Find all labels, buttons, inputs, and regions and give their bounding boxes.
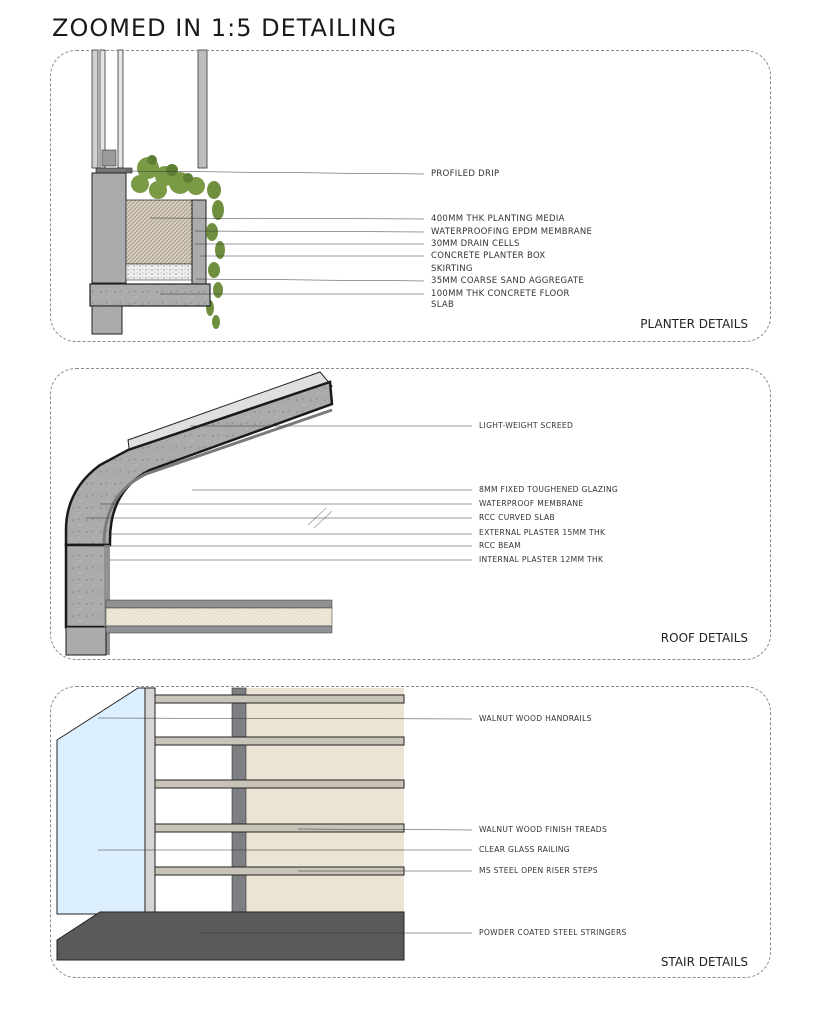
roof-label: LIGHT-WEIGHT SCREED	[479, 421, 574, 430]
stair-label: WALNUT WOOD HANDRAILS	[479, 714, 592, 723]
roof-panel-title: ROOF DETAILS	[660, 631, 748, 645]
planter-label: SLAB	[431, 300, 455, 310]
roof-label: RCC CURVED SLAB	[479, 513, 556, 522]
stair-panel	[50, 686, 771, 978]
stair-panel-title: STAIR DETAILS	[660, 955, 748, 969]
roof-label: INTERNAL PLASTER 12MM THK	[479, 555, 604, 564]
planter-label: 400MM THK PLANTING MEDIA	[431, 214, 565, 224]
roof-label: 8MM FIXED TOUGHENED GLAZING	[479, 485, 619, 494]
roof-panel	[50, 368, 771, 660]
stair-label: WALNUT WOOD FINISH TREADS	[479, 825, 608, 834]
planter-label: 30MM DRAIN CELLS	[431, 239, 520, 249]
roof-label: WATERPROOF MEMBRANE	[479, 499, 584, 508]
planter-label: 100MM THK CONCRETE FLOOR	[431, 289, 570, 299]
planter-label: SKIRTING	[431, 264, 473, 274]
roof-label: RCC BEAM	[479, 541, 522, 550]
stair-label: MS STEEL OPEN RISER STEPS	[479, 866, 598, 875]
page-title: ZOOMED IN 1:5 DETAILING	[52, 14, 398, 42]
planter-label: 35MM COARSE SAND AGGREGATE	[431, 276, 585, 286]
stair-label: CLEAR GLASS RAILING	[479, 845, 570, 854]
planter-label: WATERPROOFING EPDM MEMBRANE	[431, 227, 593, 237]
planter-panel	[50, 50, 771, 342]
planter-panel-title: PLANTER DETAILS	[640, 317, 748, 331]
stair-label: POWDER COATED STEEL STRINGERS	[479, 928, 627, 937]
planter-label: CONCRETE PLANTER BOX	[431, 251, 546, 261]
roof-label: EXTERNAL PLASTER 15MM THK	[479, 528, 606, 537]
planter-label: PROFILED DRIP	[431, 169, 500, 179]
